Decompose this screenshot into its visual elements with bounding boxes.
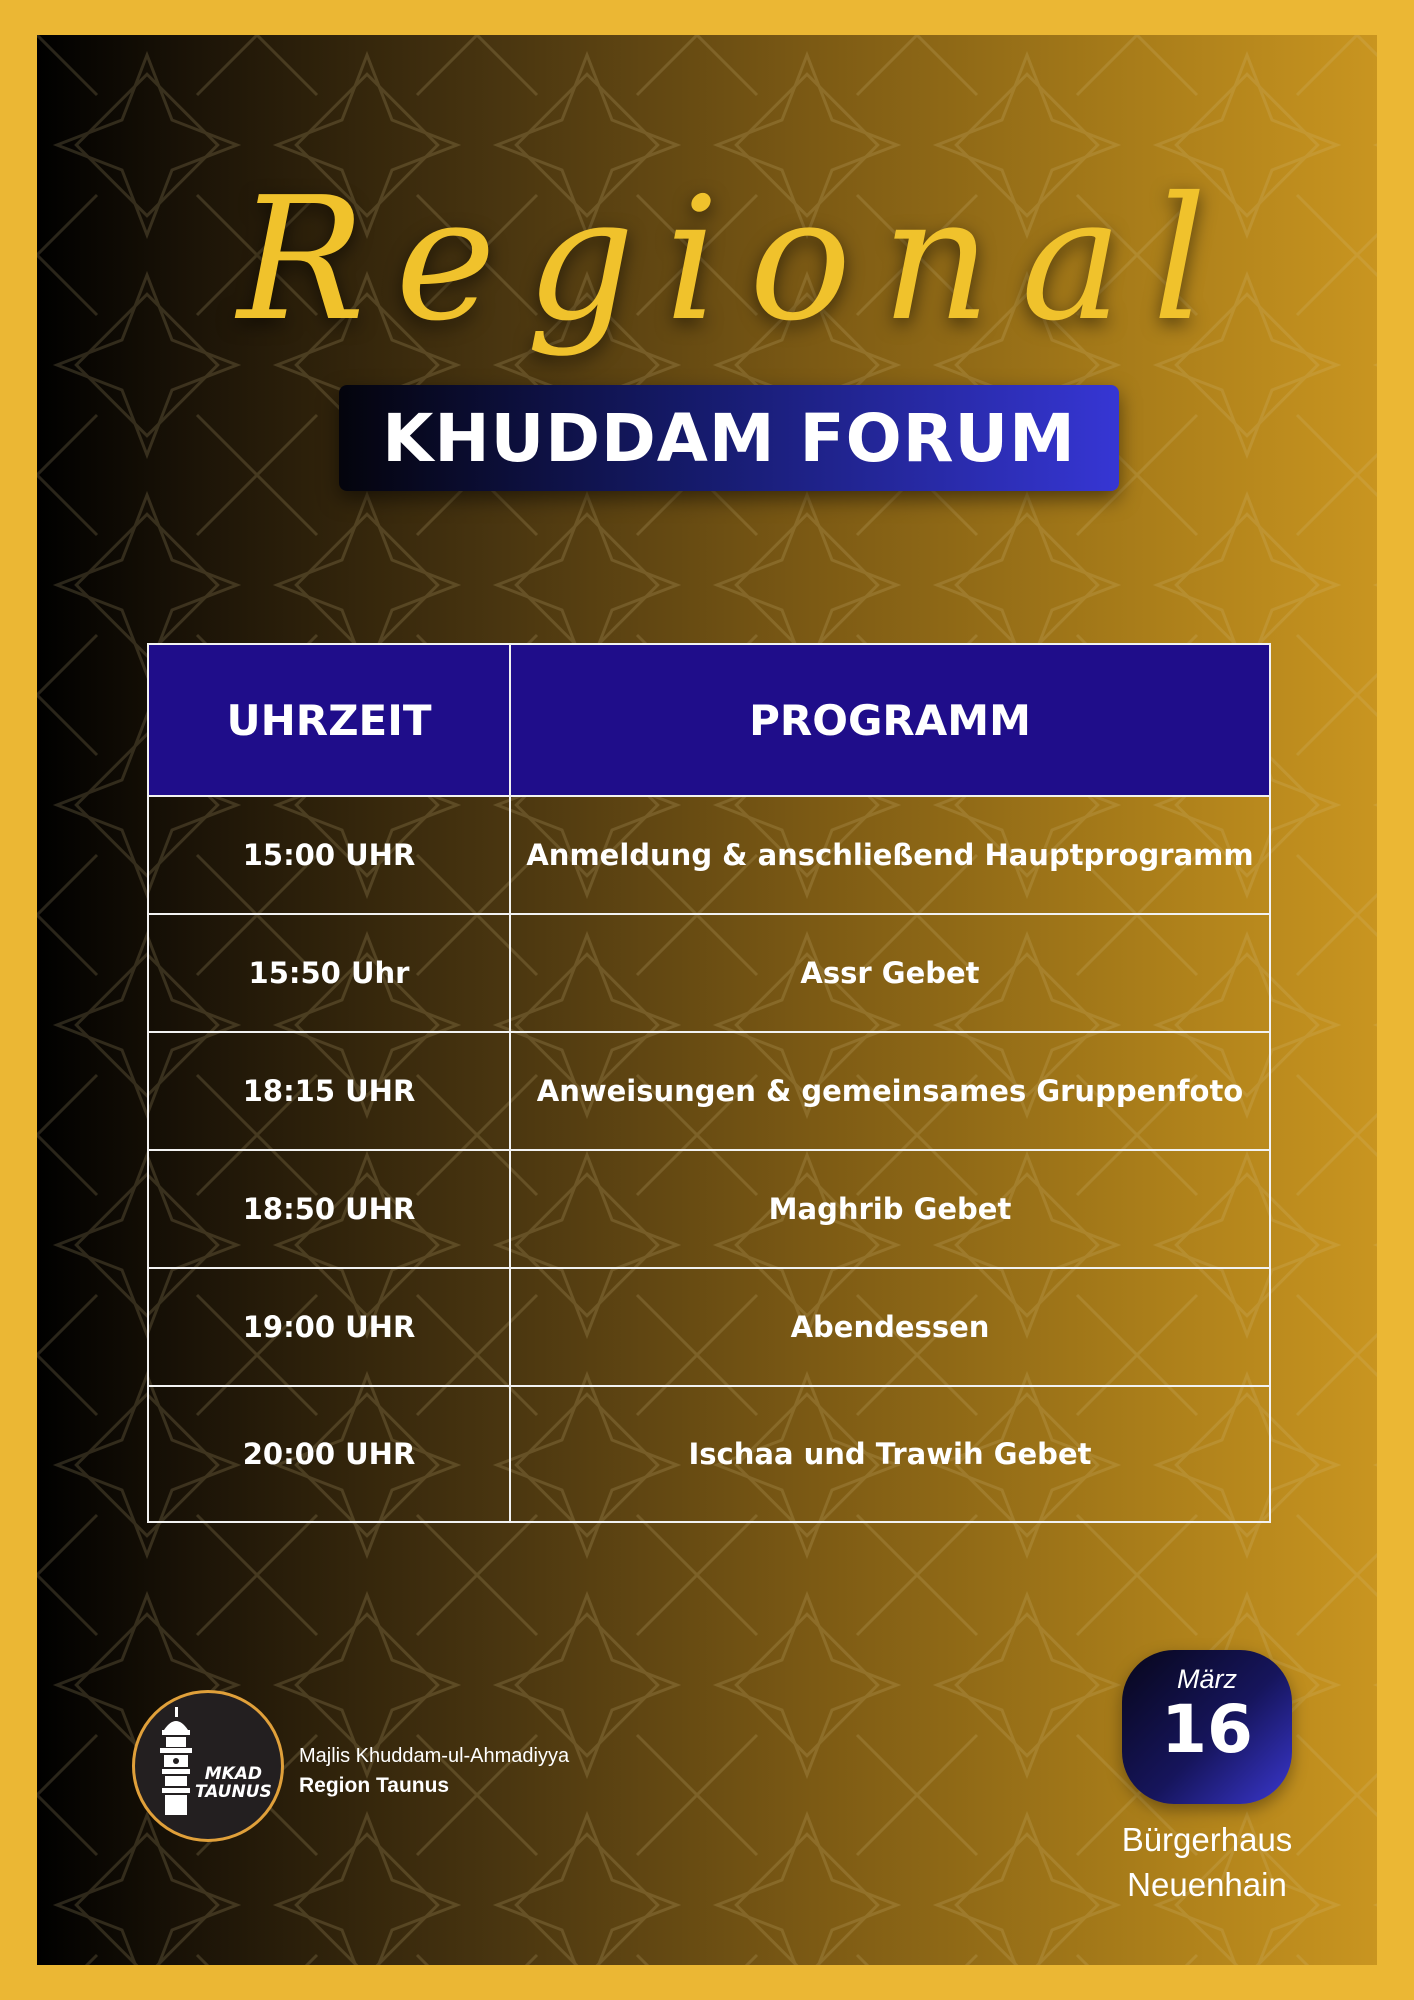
- table-row: [148, 1032, 1270, 1150]
- table-row: [148, 1268, 1270, 1386]
- program-cell: Abendessen: [510, 1268, 1270, 1386]
- logo-text-line2: TAUNUS: [195, 1782, 272, 1802]
- program-cell: Anmeldung & anschließend Hauptprogramm: [510, 796, 1270, 914]
- venue: [1077, 1817, 1337, 1907]
- date-month: März: [1177, 1664, 1237, 1694]
- date-day: 16: [1161, 1691, 1253, 1768]
- time-cell: 15:00 UHR: [148, 796, 510, 914]
- mkad-logo: [132, 1690, 284, 1842]
- script-title: Regional: [237, 161, 1237, 359]
- date-badge: [1122, 1650, 1292, 1804]
- logo-text: [195, 1765, 272, 1801]
- time-cell: 18:15 UHR: [148, 1032, 510, 1150]
- table-row: [148, 796, 1270, 914]
- time-cell: 19:00 UHR: [148, 1268, 510, 1386]
- program-cell: Anweisungen & gemeinsames Gruppenfoto: [510, 1032, 1270, 1150]
- time-cell: 18:50 UHR: [148, 1150, 510, 1268]
- program-column-header: PROGRAMM: [510, 644, 1270, 796]
- venue-line2: Neuenhain: [1127, 1866, 1287, 1903]
- time-column-header: UHRZEIT: [148, 644, 510, 796]
- schedule-table: [147, 643, 1271, 1523]
- org-line1: Majlis Khuddam-ul-Ahmadiyya: [299, 1745, 570, 1767]
- table-header-row: [148, 644, 1270, 796]
- table-row: [148, 1150, 1270, 1268]
- banner-title: KHUDDAM FORUM: [382, 399, 1076, 477]
- org-line2: Region Taunus: [299, 1774, 450, 1797]
- table-row: [148, 1386, 1270, 1522]
- time-cell: 15:50 Uhr: [148, 914, 510, 1032]
- program-cell: Assr Gebet: [510, 914, 1270, 1032]
- program-cell: Maghrib Gebet: [510, 1150, 1270, 1268]
- logo-text-line1: MKAD: [204, 1764, 263, 1784]
- table-row: [148, 914, 1270, 1032]
- time-cell: 20:00 UHR: [148, 1386, 510, 1522]
- title-banner: [339, 385, 1119, 491]
- venue-line1: Bürgerhaus: [1121, 1821, 1293, 1858]
- organization-name: [299, 1745, 569, 1798]
- program-cell: Ischaa und Trawih Gebet: [510, 1386, 1270, 1522]
- poster: [37, 35, 1377, 1965]
